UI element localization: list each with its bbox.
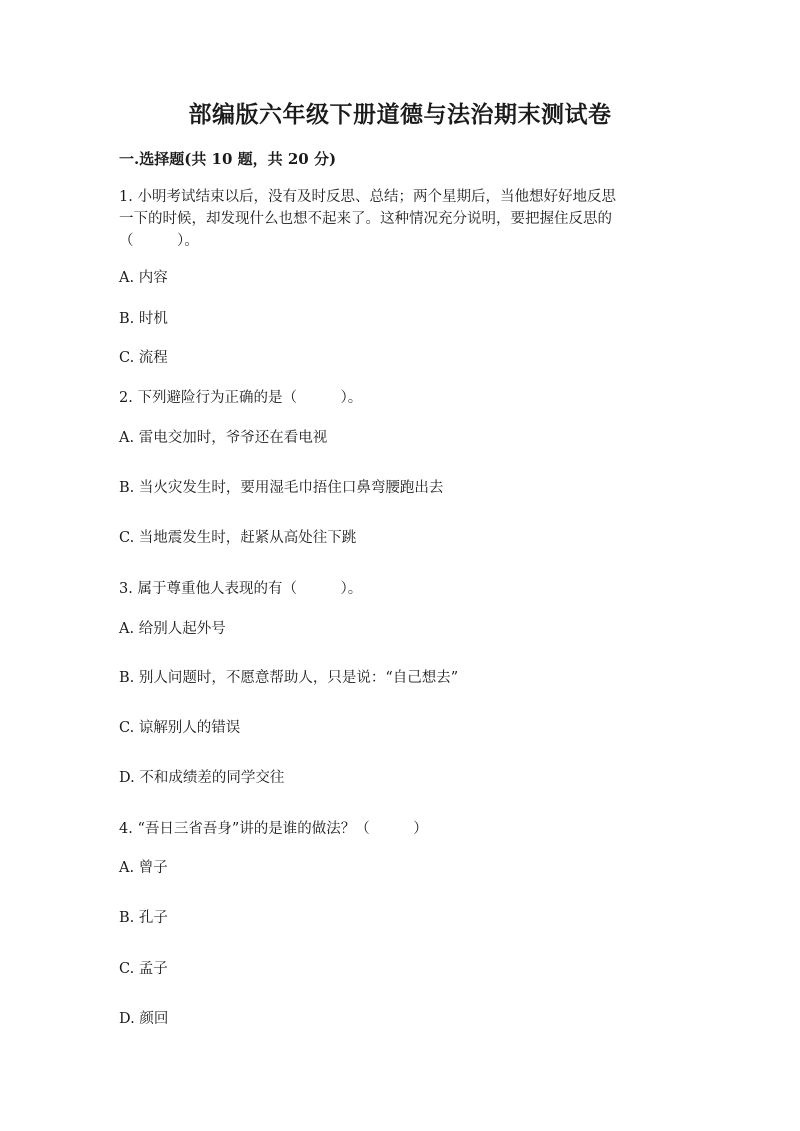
question-3-option-c: C. 谅解别人的错误 [119,720,241,736]
question-1-option-a: A. 内容 [119,270,168,286]
page-title: 部编版六年级下册道德与法治期末测试卷 [188,101,612,128]
question-1-stem-line: 1. 小明考试结束以后，没有及时反思、总结；两个星期后，当他想好好地反思 [119,189,616,205]
question-3-option-d: D. 不和成绩差的同学交往 [119,770,285,786]
question-1-stem-line: 一下的时候，却发现什么也想不起来了。这种情况充分说明，要把握住反思的 [119,211,612,227]
question-3-option-a: A. 给别人起外号 [119,621,226,637]
question-4-stem: 4. “吾日三省吾身”讲的是谁的做法？（ ） [119,821,428,837]
question-2-option-a: A. 雷电交加时，爷爷还在看电视 [119,430,328,446]
question-2-option-c: C. 当地震发生时，赶紧从高处往下跳 [119,530,357,546]
question-4-option-a: A. 曾子 [119,860,168,876]
question-1-stem [119,186,679,252]
question-3-stem: 3. 属于尊重他人表现的有（ ）。 [119,581,363,597]
question-4-option-b: B. 孔子 [119,910,168,926]
section-heading: 一.选择题(共 10 题，共 20 分) [119,150,337,168]
question-4-option-d: D. 颜回 [119,1011,169,1027]
question-3-option-b: B. 别人问题时，不愿意帮助人，只是说：“自己想去” [119,670,459,686]
question-2-option-b: B. 当火灾发生时，要用湿毛巾捂住口鼻弯腰跑出去 [119,480,444,496]
question-1-stem-line: （ ）。 [119,233,199,249]
question-4-option-c: C. 孟子 [119,961,168,977]
question-2-stem: 2. 下列避险行为正确的是（ ）。 [119,390,363,406]
question-1-option-b: B. 时机 [119,311,168,327]
question-1-option-c: C. 流程 [119,350,168,366]
